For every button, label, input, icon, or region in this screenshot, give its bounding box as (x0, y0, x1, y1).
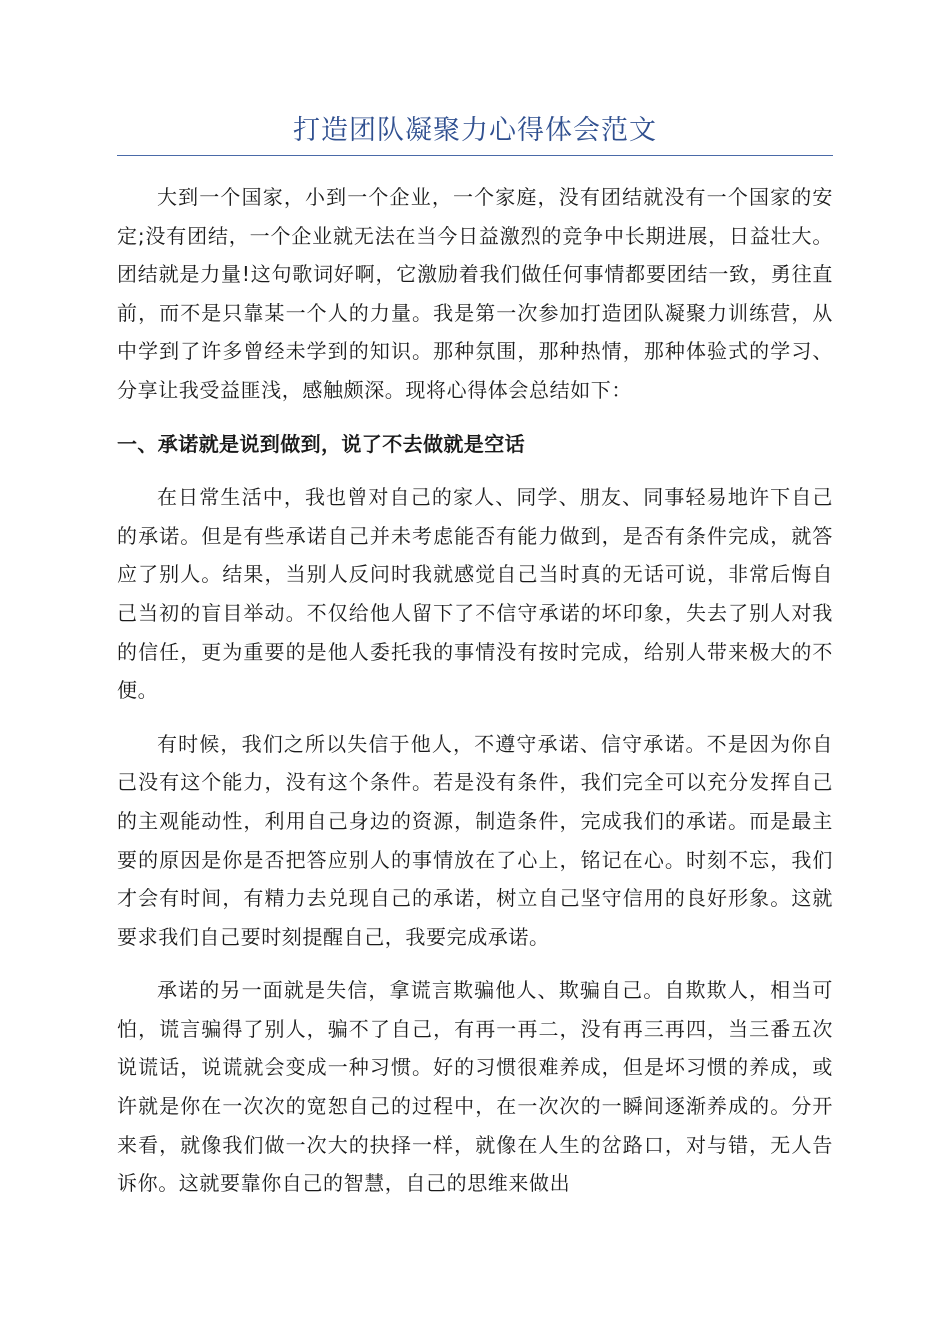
title-underline (117, 155, 833, 156)
document-body (117, 178, 833, 1218)
body-paragraph: 承诺的另一面就是失信，拿谎言欺骗他人、欺骗自己。自欺欺人，相当可怕，谎言骗得了别人，骗不了自己，有再一再二，没有再三再四，当三番五次说谎话，说谎就会变成一种习惯。好的习惯很难养成，但是坏习惯的养成，或许就是你在一次次的宽恕自己的过程中，在一次次的一瞬间逐渐养成的。分开来看，就像我们做一次大的抉择一样，就像在人生的岔路口，对与错，无人告诉你。这就要靠你自己的智慧，自己的思维来做出 (117, 978, 833, 1196)
document-title: 打造团队凝聚力心得体会范文 (293, 115, 657, 146)
body-paragraph: 有时候，我们之所以失信于他人，不遵守承诺、信守承诺。不是因为你自己没有这个能力，没有这个条件。若是没有条件，我们完全可以充分发挥自己的主观能动性，利用自己身边的资源，制造条件，完成我们的承诺。而是最主要的原因是你是否把答应别人的事情放在了心上，铭记在心。时刻不忘，我们才会有时间，有精力去兑现自己的承诺，树立自己坚守信用的良好形象。这就要求我们自己要时刻提醒自己，我要完成承诺。 (117, 731, 833, 949)
body-paragraph: 在日常生活中，我也曾对自己的家人、同学、朋友、同事轻易地许下自己的承诺。但是有些承诺自己并未考虑能否有能力做到，是否有条件完成，就答应了别人。结果，当别人反问时我就感觉自己当时真的无话可说，非常后悔自己当初的盲目举动。不仅给他人留下了不信守承诺的坏印象，失去了别人对我的信任，更为重要的是他人委托我的事情没有按时完成，给别人带来极大的不便。 (117, 485, 833, 703)
section-heading: 一、承诺就是说到做到，说了不去做就是空话 (117, 431, 525, 456)
intro-paragraph: 大到一个国家，小到一个企业，一个家庭，没有团结就没有一个国家的安定;没有团结，一个企业就无法在当今日益激烈的竞争中长期进展，日益壮大。团结就是力量!这句歌词好啊，它激励着我们做任何事情都要团结一致，勇往直前，而不是只靠某一个人的力量。我是第一次参加打造团队凝聚力训练营，从中学到了许多曾经未学到的知识。那种氛围，那种热情，那种体验式的学习、分享让我受益匪浅，感触颇深。现将心得体会总结如下： (117, 185, 833, 402)
